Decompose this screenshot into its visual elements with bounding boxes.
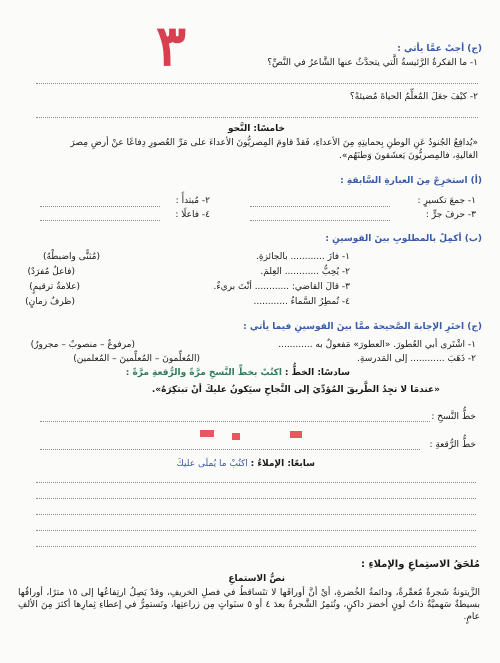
red-mark bbox=[200, 430, 214, 437]
part-b-item-3: ٣- قالَ القاضي: ............ أنْتَ بريءٌ. bbox=[213, 282, 350, 292]
answer-line bbox=[40, 206, 160, 207]
part-b-hint-1: (مُثنًّى واضبطْهُ) bbox=[42, 252, 100, 262]
part-a-item-4: ٤- فاعلًا : bbox=[175, 210, 210, 220]
part-c-item-2: ٢- ذَهَبَ ............ إلى المَدرسةِ. bbox=[357, 354, 476, 364]
listening-title: نصُّ الاستماعِ bbox=[228, 574, 285, 584]
part-c-heading: (ج) اختَرِ الإجابةَ الصَّحيحةَ ممَّا بينَ القوسينِ فيما يأتي : bbox=[243, 322, 482, 332]
dictation-instruction: اكتُبْ ما يُملَى عليكَ bbox=[176, 459, 248, 469]
part-a-item-1: ١- جمعَ تكسيرٍ : bbox=[417, 196, 476, 206]
dictation-heading-label: سابعًا: الإملاءُ : bbox=[250, 459, 315, 469]
part-b-hint-2: (فاعلٌ مُفرَدٌ) bbox=[27, 267, 75, 277]
dictation-line bbox=[36, 498, 476, 499]
question-2: ٢- كيْفَ جعَلَ المُعلِّمُ الحياةَ مُضيئةً؟ bbox=[349, 92, 478, 102]
section-c-heading: (ج) أجبْ عمَّا يأتي : bbox=[397, 44, 482, 54]
part-b-item-2: ٢- يُحِبُّ ............ العِلمَ. bbox=[260, 267, 350, 277]
answer-line bbox=[40, 220, 160, 221]
dictation-line bbox=[36, 482, 476, 483]
part-a-item-3: ٣- حرفَ جرٍّ : bbox=[425, 210, 476, 220]
part-a-item-2: ٢- مُبتدأً : bbox=[175, 196, 210, 206]
answer-line bbox=[36, 83, 478, 84]
handwriting-sentence: «عندمَا لا تجِدُ الطَّريقَ المُؤدِّيَ إلى النَّجاحِ سيَكونُ عليكَ أنْ تبتكِرَهُ». bbox=[151, 385, 440, 395]
answer-line bbox=[250, 220, 390, 221]
ruqaa-writing-line bbox=[40, 449, 420, 450]
answer-line bbox=[36, 117, 478, 118]
grammar-passage-line-1: «يُدافِعُ الجُنودُ عَنِ الوطنِ بِحمايتِهِ مِنَ الأعداءِ، فَقدْ قاومَ المِصريُّونَ الأعداءَ على مَرِّ العُصورِ دِفاعًا عنْ أرضِ مِصرَ bbox=[70, 138, 478, 148]
part-b-hint-4: (ظرفُ زمانٍ) bbox=[25, 297, 75, 307]
part-c-choice-1: (مرفوعٌ – منصوبٌ – مجرورٌ) bbox=[30, 340, 135, 350]
listening-text: الزَّيتونةُ شَجرةٌ مُعمِّرةٌ، ودائمةُ الخُضرةِ، أيْ أنَّ أوراقَها لا تتَساقطُ في فصلِ الخريفِ، وقدْ يَصِلُ ارتِفاعُها إلى ١٥ مترًا، أوراقُها بسيطةٌ سَهميَّةٌ ذاتُ لونٍ أخضرَ داكنٍ، وتُثمِرُ الشَّجرةُ بعدَ ٤ أو ٥ سنَواتٍ مِن زراعتِها، وتَستمِرُّ في إعطاءِ ثِمارِها أكثرَ مِنَ الألفِ عامٍ. bbox=[18, 588, 480, 622]
naskh-writing-line bbox=[40, 421, 430, 422]
part-a-heading: (أ) استخرِجْ مِنَ العبارةِ السَّابقةِ : bbox=[340, 176, 482, 186]
ruqaa-label: خطُّ الرُّقعةِ : bbox=[429, 440, 476, 450]
red-mark bbox=[290, 431, 302, 438]
part-c-choice-2: (المُعلِّمونَ – المُعلِّمينَ – المُعلمين) bbox=[73, 354, 200, 364]
question-1: ١- ما الفكرةُ الرَّئيسةُ الَّتي يتحدَّثُ عنها الشَّاعرُ في النَّصِّ؟ bbox=[267, 58, 478, 68]
grammar-passage-line-2: الغاليةِ، فالمِصريُّونَ يَعشَقونَ وَطنَهُم». bbox=[338, 151, 478, 161]
part-b-hint-3: (علامةُ ترقيمٍ) bbox=[29, 282, 80, 292]
dictation-line bbox=[36, 514, 476, 515]
dictation-line bbox=[36, 530, 476, 531]
handwriting-heading-label: سادسًا: الخطُّ : bbox=[284, 368, 350, 378]
part-b-heading: (ب) أكمِلْ بالمطلوبِ بينَ القوسينِ : bbox=[325, 234, 482, 244]
part-b-item-4: ٤- تُمطِرُ السَّماءُ ............ bbox=[253, 297, 350, 307]
red-mark bbox=[232, 433, 240, 440]
answer-line bbox=[250, 206, 390, 207]
handwriting-heading bbox=[126, 368, 350, 379]
grammar-heading: خامسًا: النَّحو bbox=[228, 124, 285, 134]
part-c-item-1: ١- اشْتَرى أبي العُطورَ. «العطورَ» مَفعولٌ به ............ bbox=[278, 340, 476, 350]
dictation-heading bbox=[176, 459, 315, 470]
page-number: ٣ bbox=[156, 13, 187, 79]
appendix-heading: مُلحَقُ الاستِماعِ والإملاءِ : bbox=[360, 559, 480, 570]
naskh-label: خطُّ النَّسخِ : bbox=[431, 412, 476, 422]
dictation-line bbox=[36, 546, 476, 547]
part-b-item-1: ١- فازَ ............ بالجائزةِ. bbox=[256, 252, 350, 262]
handwriting-instruction: اكتُبْ بخطِّ النَّسخِ مرَّةً والرُّقعةِ مرَّةً : bbox=[125, 368, 282, 378]
